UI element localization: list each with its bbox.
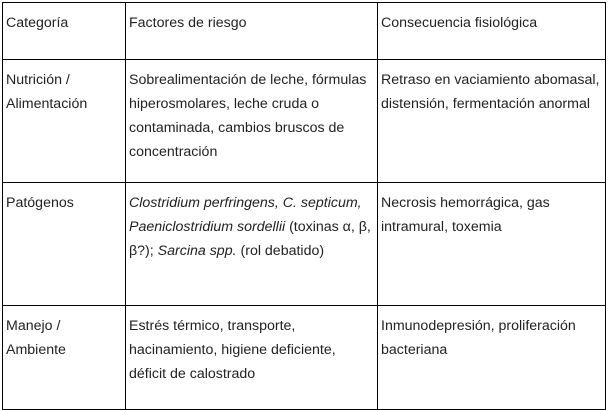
cell-consequence: Inmunodepresión, proliferación bacteriana — [378, 306, 606, 410]
role-note: (rol debatido) — [236, 243, 325, 259]
cell-category: Nutrición / Alimentación — [3, 60, 126, 183]
toxin-types: (toxinas α, β, β?); — [129, 219, 371, 259]
header-category: Categoría — [3, 3, 126, 60]
cell-risk-factors — [126, 183, 378, 306]
risk-factors-table — [2, 2, 606, 410]
table-header-row — [3, 3, 606, 60]
sarcina-species: Sarcina spp. — [157, 243, 237, 259]
pathogen-species: Clostridium perfringens, C. septicum, Paeniclostridium sordellii — [129, 195, 362, 235]
header-physiological-consequence: Consecuencia fisiológica — [378, 3, 606, 60]
table-row-nutrition — [3, 60, 606, 183]
cell-consequence: Retraso en vaciamiento abomasal, distensión, fermentación anormal — [378, 60, 606, 183]
header-risk-factors: Factores de riesgo — [126, 3, 378, 60]
cell-risk-factors: Sobrealimentación de leche, fórmulas hiperosmolares, leche cruda o contaminada, cambios bruscos de concentración — [126, 60, 378, 183]
cell-category: Manejo / Ambiente — [3, 306, 126, 410]
cell-category: Patógenos — [3, 183, 126, 306]
table-row-pathogens — [3, 183, 606, 306]
cell-consequence: Necrosis hemorrágica, gas intramural, toxemia — [378, 183, 606, 306]
table-row-management — [3, 306, 606, 410]
cell-risk-factors: Estrés térmico, transporte, hacinamiento, higiene deficiente, déficit de calostrado — [126, 306, 378, 410]
